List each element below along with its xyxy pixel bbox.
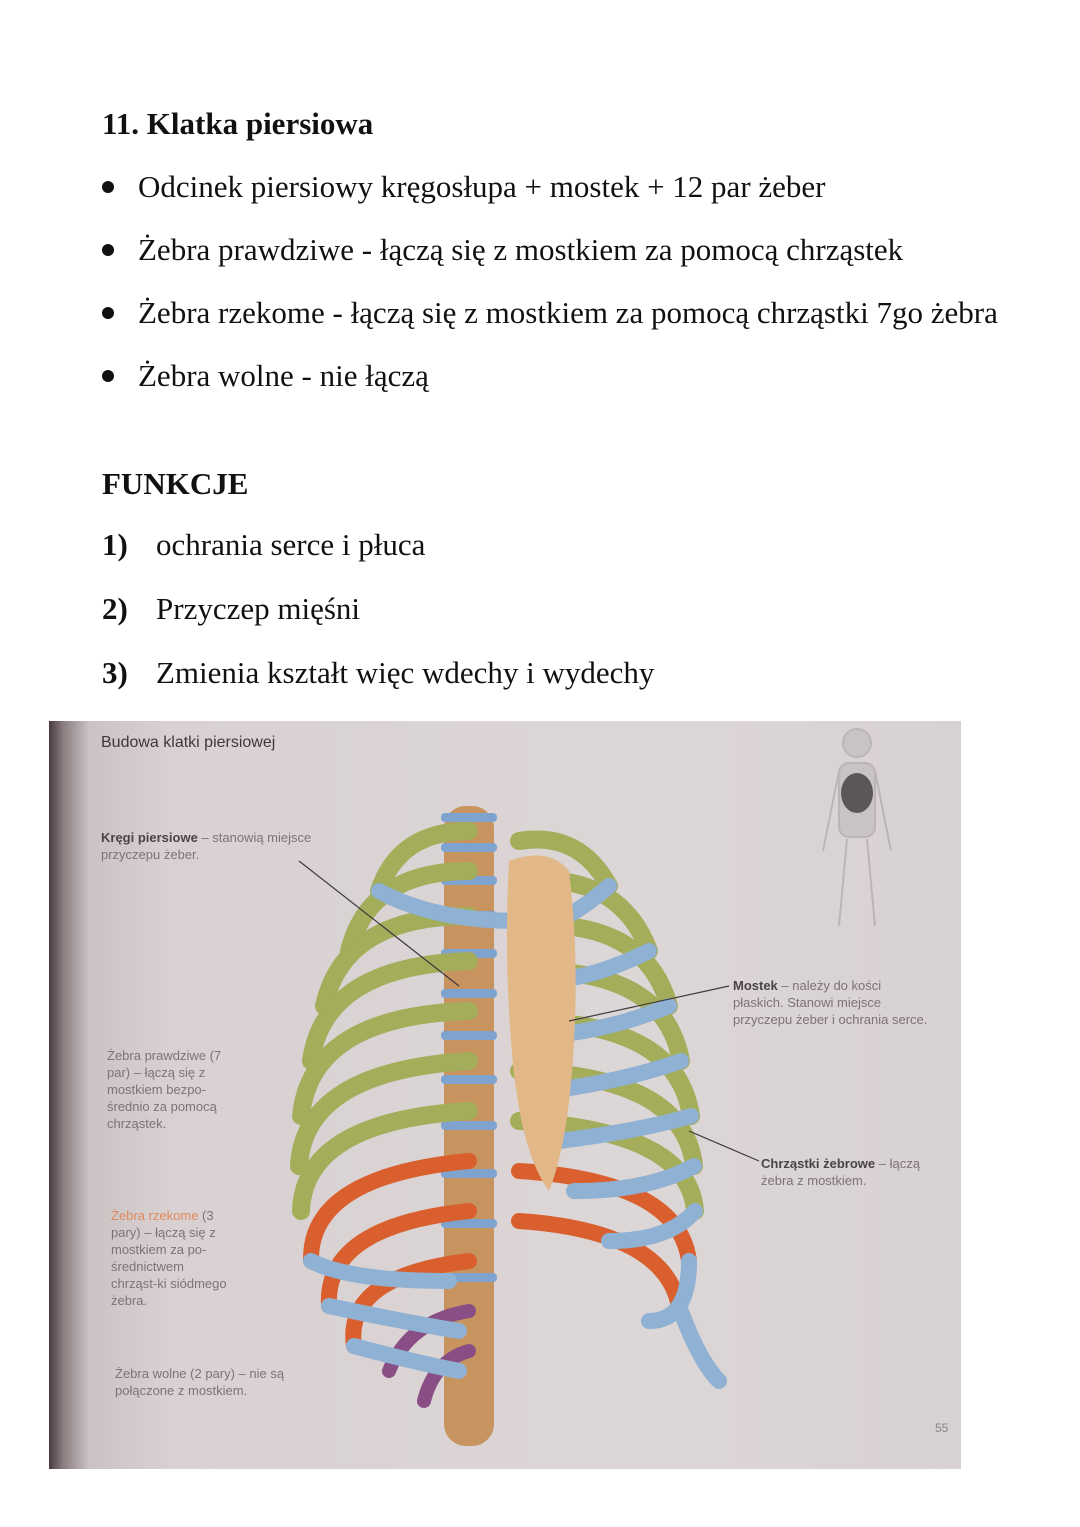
bullet-dot-icon [102,370,114,382]
bullet-item: Żebra wolne - nie łączą [102,355,1002,397]
bullet-list [102,166,1002,418]
figure-title: Budowa klatki piersiowej [101,734,276,751]
functions-heading: FUNKCJE [102,466,249,501]
skeleton-silhouette-icon [823,729,891,926]
bullet-dot-icon [102,244,114,256]
label-cartilage: Chrząstki żebrowe – łączą żebra z mostkiem. [761,1156,920,1188]
label-false-ribs: Żebra rzekome (3 pary) – łączą się z mostkiem za po-średnictwem chrząst-ki siódmego żebra. [111,1208,227,1308]
label-sternum: Mostek – należy do kości płaskich. Stanowi miejsce przyczepu żeber i ochrania serce. [733,978,928,1027]
bullet-item: Żebra prawdziwe - łączą się z mostkiem za pomocą chrząstek [102,229,1002,271]
section-title: 11. Klatka piersiowa [102,106,374,141]
bullet-item: Żebra rzekome - łączą się z mostkiem za pomocą chrząstki 7go żebra [102,292,1002,334]
bullet-dot-icon [102,307,114,319]
function-item: 3) Zmienia kształt więc wdechy i wydechy [102,655,655,690]
label-vertebrae: Kręgi piersiowe – stanowią miejsce przyczepu żeber. [101,830,312,862]
functions-list [102,527,654,719]
label-true-ribs: Żebra prawdziwe (7 par) – łączą się z mostkiem bezpo-średnio za pomocą chrząstek. [107,1048,222,1131]
function-item: 1) ochrania serce i płuca [102,527,426,562]
page-number: 55 [935,1421,949,1435]
bullet-dot-icon [102,181,114,193]
function-item: 2) Przyczep mięśni [102,591,361,626]
ribcage-figure-photo [49,721,961,1469]
label-floating-ribs: Żebra wolne (2 pary) – nie są połączone z mostkiem. [115,1366,285,1398]
bullet-item: Odcinek piersiowy kręgosłupa + mostek + 12 par żeber [102,166,1002,208]
